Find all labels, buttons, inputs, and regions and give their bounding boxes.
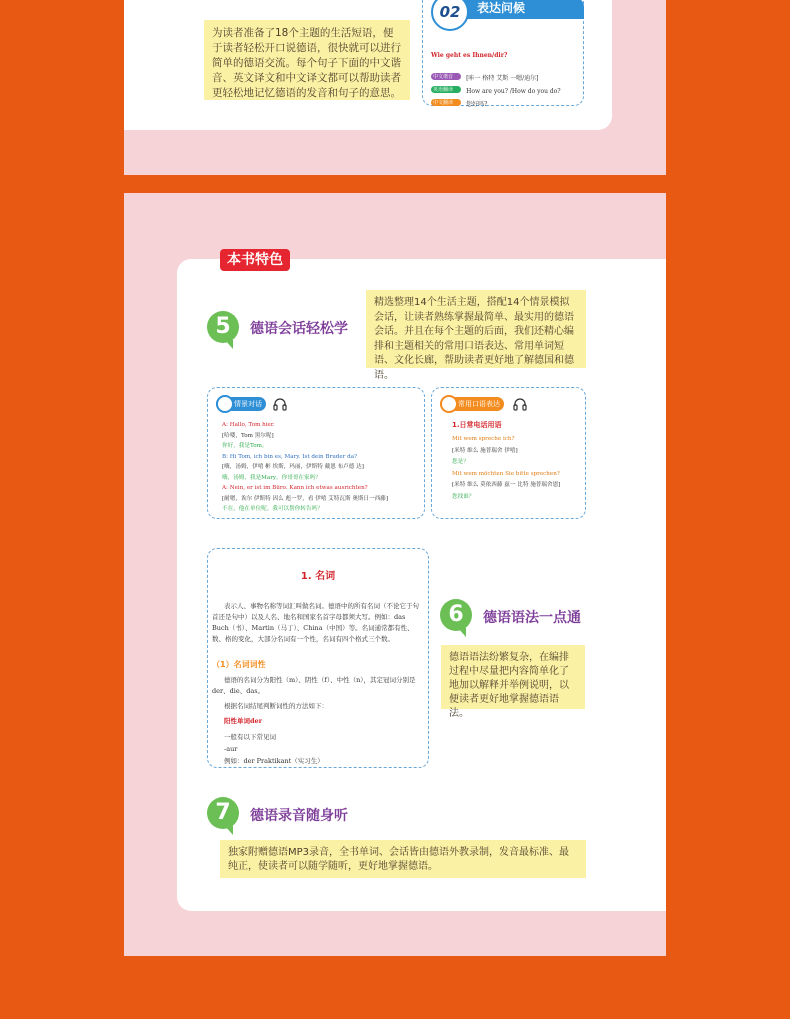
feature7-desc-box [220,840,586,878]
expression-line: [米特 维么 莫依西藤 兹一 比特 施普瑞舍恩] [452,482,561,488]
dialog-tag-label: 情景对话 [234,400,262,408]
feature-number-6: 6 [440,599,472,631]
grammar-red-line: 阳性单词der [224,717,263,725]
phrase-tag: 中文谐音 [431,73,461,80]
intro-text: 为读者准备了18个主题的生活短语，便于读者轻松开口说德语，很快就可以进行简单的德语交流。每个句子下面的中文谐音、英文译文和中文译文都可以帮助读者更轻松地记忆德语的发音和句子的意思。 [212,27,401,99]
feature6-desc: 德语语法纷繁复杂，在编排过程中尽量把内容简单化了地加以解释并举例说明，以便读者更好地掌握德语语法。 [449,652,569,719]
dialog-line: [哈喽，Tom 黑尔呢] [222,432,274,439]
feature-title-6: 德语语法一点通 [483,610,581,626]
phrase-text: [咔一 格特 艾斯 一嗯/迪尔] [466,75,539,82]
grammar-line4: 一般有以下常见词 [224,733,276,741]
feature7-desc: 独家附赠德语MP3录音，全书单词、会话皆由德语外教录制，发音最标准、最纯正，使读者可以随学随听，更好地掌握德语。 [228,847,570,872]
expression-line: [米特 维么 施普瑞舍 伊嘻] [452,447,518,454]
expression-line: Mit wem spreche ich? [452,436,515,442]
phrase-text: 您好吗? [466,101,488,108]
card-title: 表达问候 [477,1,526,15]
expression-card [431,387,586,519]
feature5-desc-box [366,290,586,381]
grammar-card [207,548,429,768]
intro-text-box [204,20,410,100]
dialog-line: [嗨，汤姆，伊嘻 彬 埃斯，玛丽，伊斯特 戴恩 布卢德 达] [222,464,364,470]
section-badge: 本书特色 [220,249,290,271]
grammar-line5: -aur [224,745,238,753]
greeting-card [422,0,584,106]
expression-heading: 1.日常电话用语 [452,421,502,429]
dialog-line: 不在，他在单位呢。我可以帮你转告吗？ [222,506,323,512]
book-icon [216,395,234,413]
dialog-line: A: Hallo, Tom hier. [222,422,275,428]
dialog-line: 你好，我是Tom。 [222,443,268,449]
expression-line: Mit wem möchten Sie bitte sprechen? [452,470,560,477]
grammar-line6: 例如：der Praktikant（实习生） [224,757,324,765]
phrase-text: How are you? /How do you do? [466,88,561,95]
grammar-para3: 根据名词结尾判断词性的方法如下： [224,702,328,710]
feature5-desc: 精选整理14个生活主题，搭配14个情景模拟会话，让读者熟练掌握最简单、最实用的德语会话。并且在每个主题的后面，我们还精心编排和主题相关的常用口语表达、常用单词短语、文化长廊，帮助读者更好地了解德国和德语。 [374,297,574,381]
card-number: 02 [439,3,461,21]
expression-lines [452,434,584,503]
feature-title-5: 德语会话轻松学 [250,321,348,337]
expression-tag [440,397,504,411]
headphones-icon [512,396,528,412]
card-number-circle [431,0,469,31]
dialog-lines [222,420,422,515]
phrase-row [431,91,487,110]
phrase-tag: 英语翻译 [431,86,461,93]
expression-tag-label: 常用口语表达 [458,400,500,408]
dialog-line: 嗨，汤姆，我是Mary。你哥哥在家吗？ [222,474,321,481]
expression-line: 您找谁？ [452,493,475,500]
dialog-tag [216,397,266,411]
grammar-subheading: （1）名词词性 [212,660,266,669]
expression-line: 您是？ [452,459,469,465]
grammar-title: 1. 名词 [300,571,336,582]
phrase-tag: 中文翻译 [431,99,461,106]
phrase-german: Wie geht es Ihnen/dir? [431,52,508,59]
grammar-para2: 德语的名词分为阳性（m）、阴性（f）、中性（n），其定冠词分别是der、die、das。 [212,676,416,695]
headphones-icon [272,396,288,412]
feature-number-5: 5 [207,311,239,343]
feature-title-7: 德语录音随身听 [250,808,348,824]
feature6-desc-box [441,645,585,719]
feature-number-7: 7 [207,797,239,829]
grammar-para1: 表示人、事物名称等词汇叫做名词。德语中的所有名词（不论它于句首还是句中）以及人名、地名和国家名首字母都须大写。例如：das Buch（书）、Martin（马丁）、China（中国）等。名词通常都有性、数、格的变化，大部分名词有一个性，名词有四个格式三个数。 [212,602,419,643]
dialog-card [207,387,425,519]
dialog-line: B: Hi Tom, ich bin es, Mary. Ist dein Bruder da? [222,453,358,460]
book-icon [440,395,458,413]
dialog-line: [耐嗯，诶尔 伊斯特 因么 彪一罗，看 伊嘻 艾特瓦斯 奥斯日一西藤] [222,495,389,502]
dialog-line: A: Nein, er ist im Büro. Kann ich etwas ausrichten? [222,485,368,491]
